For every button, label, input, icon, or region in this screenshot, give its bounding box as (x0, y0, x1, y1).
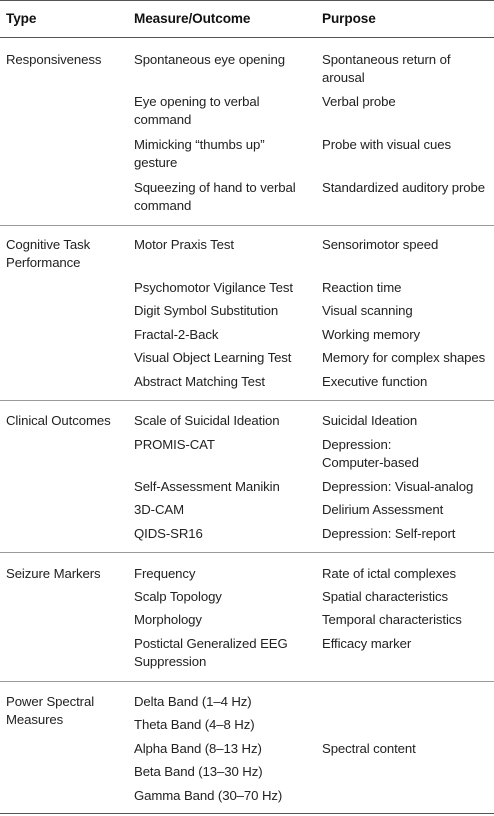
section-rule (0, 225, 494, 226)
measure-cell: Delta Band (1–4 Hz) (134, 694, 252, 709)
purpose-cell: Executive function (322, 374, 428, 389)
purpose-cell: Working memory (322, 327, 421, 342)
purpose-cell: Spatial characteristics (322, 589, 448, 604)
measure-cell: Eye opening to verbal (134, 94, 260, 109)
purpose-cell: Standardized auditory probe (322, 180, 485, 195)
measure-cell: Self-Assessment Manikin (134, 479, 280, 494)
type-cell: Responsiveness (6, 52, 102, 67)
table-top-rule (0, 0, 494, 1)
measure-cell: Gamma Band (30–70 Hz) (134, 788, 283, 803)
purpose-cell: Delirium Assessment (322, 502, 444, 517)
measure-cell: Fractal-2-Back (134, 327, 219, 342)
measure-cell: Spontaneous eye opening (134, 52, 285, 67)
purpose-cell: Memory for complex shapes (322, 350, 486, 365)
measure-cell: Alpha Band (8–13 Hz) (134, 741, 262, 756)
measure-cell: Visual Object Learning Test (134, 350, 292, 365)
purpose-cell: Probe with visual cues (322, 137, 452, 152)
measure-cell: 3D-CAM (134, 502, 184, 517)
purpose-cell: Rate of ictal complexes (322, 566, 457, 581)
header-type: Type (6, 11, 37, 26)
purpose-cell: Depression: (322, 437, 392, 452)
measure-cell: Suppression (134, 654, 207, 669)
purpose-cell: arousal (322, 70, 365, 85)
measure-cell: gesture (134, 155, 178, 170)
purpose-cell: Depression: Visual-analog (322, 479, 474, 494)
type-cell: Measures (6, 712, 64, 727)
measure-cell: Abstract Matching Test (134, 374, 265, 389)
purpose-cell: Visual scanning (322, 303, 413, 318)
measure-cell: Motor Praxis Test (134, 237, 234, 252)
measure-cell: Frequency (134, 566, 196, 581)
section-rule (0, 681, 494, 682)
measure-cell: PROMIS-CAT (134, 437, 215, 452)
type-cell: Seizure Markers (6, 566, 101, 581)
section-rule (0, 552, 494, 553)
measure-cell: Scalp Topology (134, 589, 222, 604)
section-rule (0, 400, 494, 401)
measure-cell: Psychomotor Vigilance Test (134, 280, 293, 295)
type-cell: Clinical Outcomes (6, 413, 111, 428)
purpose-cell: Suicidal Ideation (322, 413, 418, 428)
measure-cell: command (134, 198, 192, 213)
purpose-cell: Computer-based (322, 455, 419, 470)
measure-cell: QIDS-SR16 (134, 526, 203, 541)
purpose-cell: Temporal characteristics (322, 612, 462, 627)
type-cell: Performance (6, 255, 81, 270)
header-purpose: Purpose (322, 11, 376, 26)
measure-cell: Morphology (134, 612, 202, 627)
measure-cell: Postictal Generalized EEG (134, 636, 288, 651)
measure-cell: Scale of Suicidal Ideation (134, 413, 280, 428)
measure-cell: Digit Symbol Substitution (134, 303, 279, 318)
measure-cell: Beta Band (13–30 Hz) (134, 764, 263, 779)
purpose-cell: Sensorimotor speed (322, 237, 439, 252)
measure-cell: Theta Band (4–8 Hz) (134, 717, 255, 732)
purpose-cell: Efficacy marker (322, 636, 412, 651)
measure-cell: Squeezing of hand to verbal (134, 180, 296, 195)
type-cell: Power Spectral (6, 694, 95, 709)
purpose-cell: Depression: Self-report (322, 526, 456, 541)
header-measure: Measure/Outcome (134, 11, 251, 26)
header-rule (0, 37, 494, 38)
purpose-cell: Reaction time (322, 280, 402, 295)
measure-cell: Mimicking “thumbs up” (134, 137, 265, 152)
purpose-cell: Spectral content (322, 741, 416, 756)
purpose-cell: Spontaneous return of (322, 52, 451, 67)
purpose-cell: Verbal probe (322, 94, 396, 109)
table-bottom-rule (0, 813, 494, 814)
measure-cell: command (134, 112, 192, 127)
type-cell: Cognitive Task (6, 237, 91, 252)
